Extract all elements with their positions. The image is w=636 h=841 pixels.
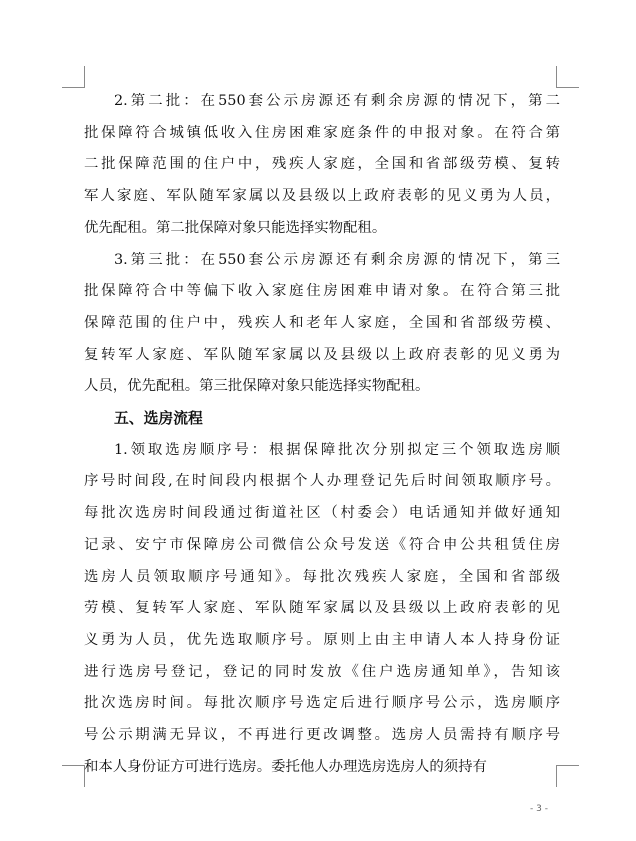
paragraph-line: 每批次选房时间段通过街道社区（村委会）电话通知并做好通知 <box>84 505 560 522</box>
crop-mark-top-left-horizontal <box>62 87 84 88</box>
section-heading <box>84 403 560 435</box>
crop-mark-bottom-right-horizontal <box>557 765 579 766</box>
paragraph <box>84 435 560 784</box>
paragraph-line: 2.第二批：在550套公示房源还有剩余房源的情况下，第二 <box>114 93 560 109</box>
paragraph-line: 1.领取选房顺序号：根据保障批次分别拟定三个领取选房顺 <box>114 441 560 458</box>
paragraph-line: 和本人身份证方可进行选房。委托他人办理选房选房人的须持有 <box>84 758 487 775</box>
paragraph-line: 记录、安宁市保障房公司微信公众号发送《符合申公共租赁住房 <box>84 536 560 553</box>
page-number: - 3 - <box>530 804 548 814</box>
paragraph-line: 3.第三批：在550套公示房源还有剩余房源的情况下，第三 <box>114 251 560 268</box>
paragraph-line: 进行选房号登记，登记的同时发放《住户选房通知单》，告知该 <box>84 663 560 680</box>
paragraph-line: 号公示期满无异议，不再进行更改调整。选房人员需持有顺序号 <box>84 727 560 744</box>
paragraph-line: 二批保障范围的住户中，残疾人家庭，全国和省部级劳模、复转 <box>84 156 560 173</box>
paragraph-line: 保障范围的住户中，残疾人和老年人家庭，全国和省部级劳模、 <box>84 314 560 331</box>
paragraph-line: 军人家庭、军队随军家属以及县级以上政府表彰的见义勇为人员， <box>84 188 560 205</box>
crop-mark-top-left-vertical <box>84 66 85 88</box>
paragraph-line: 优先配租。第二批保障对象只能选择实物配租。 <box>84 219 387 236</box>
paragraph-line: 序号时间段,在时间段内根据个人办理登记先后时间领取顺序号。 <box>84 473 560 490</box>
crop-mark-top-right-horizontal <box>557 87 579 88</box>
paragraph-line: 义勇为人员，优先选取顺序号。原则上由主申请人本人持身份证 <box>84 631 560 648</box>
paragraph-line: 批保障符合城镇低收入住房困难家庭条件的申报对象。在符合第 <box>84 124 560 141</box>
paragraph-line: 选房人员领取顺序号通知》。每批次残疾人家庭，全国和省部级 <box>84 568 560 585</box>
paragraph-line: 人员，优先配租。第三批保障对象只能选择实物配租。 <box>84 378 430 395</box>
crop-mark-top-right-vertical <box>556 66 557 88</box>
paragraph-line: 批保障符合中等偏下收入家庭住房困难申请对象。在符合第三批 <box>84 283 560 300</box>
paragraph <box>84 86 560 245</box>
paragraph <box>84 245 560 404</box>
paragraph-line: 劳模、复转军人家庭、军队随军家属以及县级以上政府表彰的见 <box>84 600 560 617</box>
document-body <box>84 86 560 783</box>
paragraph-line: 批次选房时间。每批次顺序号选定后进行顺序号公示，选房顺序 <box>84 695 560 712</box>
heading-text: 五、选房流程 <box>114 410 203 428</box>
crop-mark-bottom-left-horizontal <box>62 765 84 766</box>
paragraph-line: 复转军人家庭、军队随军家属以及县级以上政府表彰的见义勇为 <box>84 346 560 363</box>
